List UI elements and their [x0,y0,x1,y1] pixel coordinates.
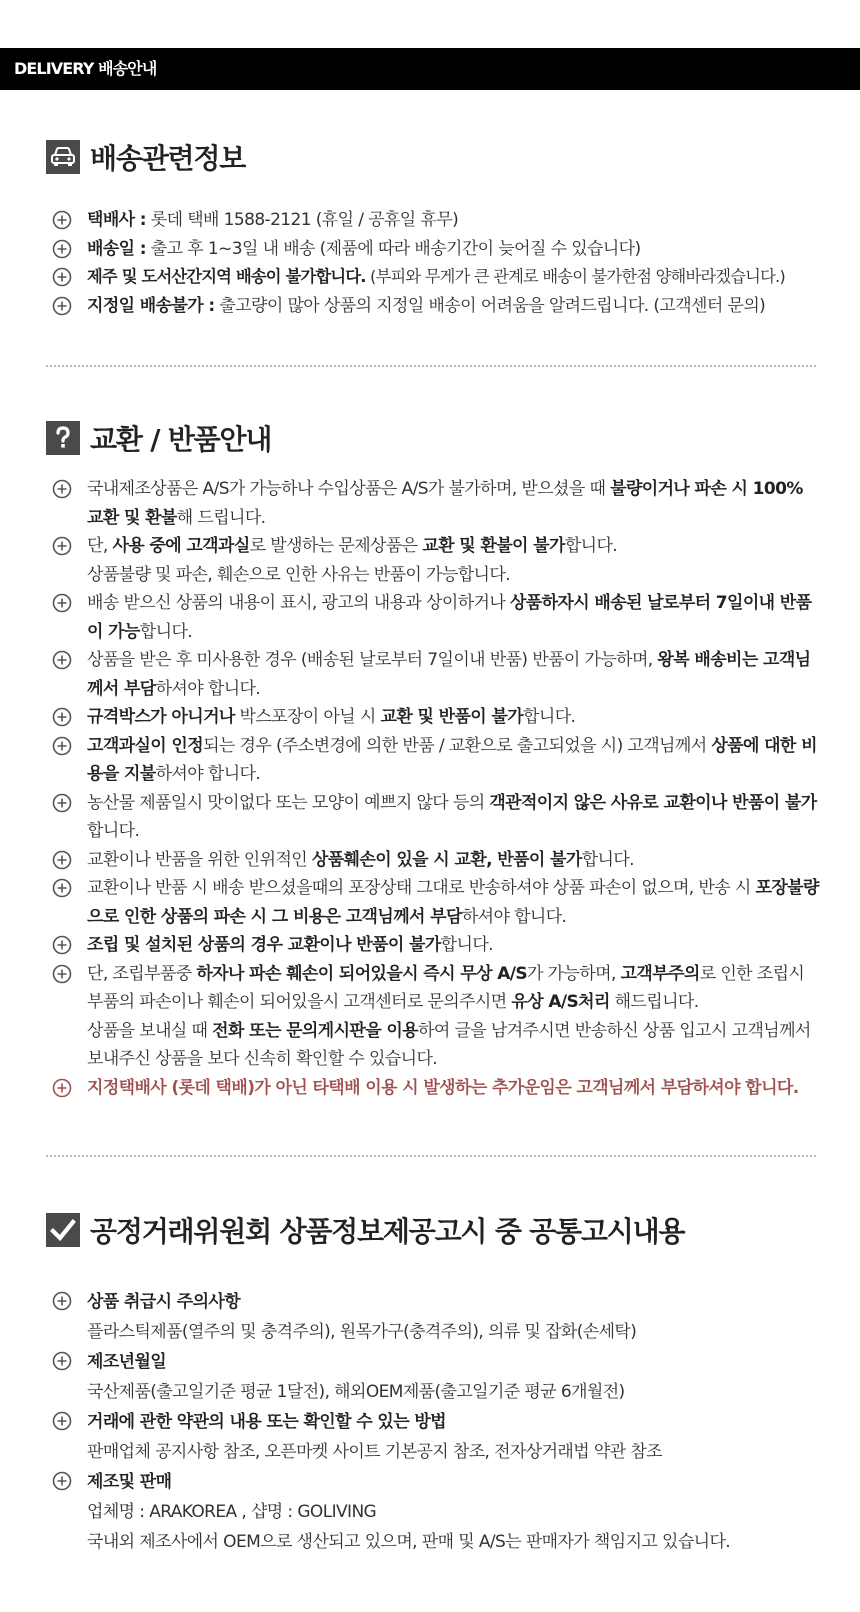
section-divider [46,1155,816,1157]
item-text: 로 발생하는 문제상품은 [249,536,423,556]
plus-circle-icon [52,707,72,727]
exchange-section-heading [46,420,271,456]
item-label: 택배사 : [87,210,146,230]
plus-circle-icon [52,536,72,556]
list-item [52,1467,822,1497]
item-emphasis: 고객부주의 [620,963,700,984]
question-icon [46,421,80,455]
notice-section-heading [46,1212,684,1248]
item-detail: 국내외 제조사에서 OEM으로 생산되고 있으며, 판매 및 A/S는 판매자가 책임지고 있습니다. [87,1532,731,1552]
list-item [52,206,822,235]
list-item [52,292,822,321]
list-item [52,874,822,931]
plus-circle-icon [52,964,72,984]
item-emphasis: 고객과실이 인정 [87,735,204,756]
item-heading: 제조년월일 [87,1352,167,1372]
list-item [52,1287,822,1317]
item-emphasis: 교환 및 환불이 불가 [422,536,565,556]
item-text: 해드립니다. [609,992,699,1012]
list-item [52,703,822,732]
item-text: 합니다. [440,935,493,955]
plus-circle-icon [52,239,72,259]
item-text: 배송 받으신 상품의 내용이 표시, 광고의 내용과 상이하거나 [87,593,510,613]
list-item [52,789,822,846]
plus-circle-icon [52,935,72,955]
list-item [52,846,822,875]
item-text: 국내제조상품은 A/S가 가능하나 수입상품은 A/S가 불가하며, 받으셨을 때 [87,479,611,499]
list-item [52,931,822,960]
item-emphasis: 유상 A/S처리 [511,992,610,1012]
plus-circle-icon [52,878,72,898]
item-text: 단, [87,536,113,556]
list-item [52,646,822,703]
item-text: 농산물 제품일시 맛이없다 또는 모양이 예쁘지 않다 등의 [87,792,490,813]
item-text: 하여 글을 남겨주시면 반송하신 상품 입고시 고객님께서 보내주신 상품을 보다 신속히 확인할 수 있습니다. [87,1020,811,1069]
list-item [52,960,822,1074]
item-text: 출고량이 많아 상품의 지정일 배송이 어려움을 알려드립니다. (고객센터 문의) [214,295,766,316]
item-detail: 국산제품(출고일기준 평균 1달전), 해외OEM제품(출고일기준 평균 6개월전) [87,1382,625,1402]
item-text: 합니다. [523,707,576,727]
list-item [52,475,822,532]
item-label: 지정일 배송불가 : [87,295,215,316]
plus-circle-icon [52,736,72,756]
list-item [52,263,822,292]
plus-circle-icon [52,479,72,499]
item-emphasis: 사용 중에 고객과실 [112,536,250,556]
plus-circle-icon [52,650,72,670]
item-emphasis: 상품에 대한 비용을 지불 [87,735,817,784]
item-text: 하셔야 합니다. [461,906,567,927]
plus-circle-icon [52,850,72,870]
item-text: 단, 조립부품중 [87,963,197,984]
item-text: 교환이나 반품 시 배송 받으셨을때의 포장상태 그대로 반송하셔야 상품 파손이 없으며, 반송 시 [87,878,756,898]
item-label: 배송일 : [87,238,146,259]
plus-circle-icon [52,1411,72,1431]
plus-circle-icon [52,296,72,316]
plus-circle-icon [52,1078,72,1098]
item-text: 상품을 보내실 때 [87,1020,213,1041]
item-detail: 플라스틱제품(열주의 및 충격주의), 원목가구(충격주의), 의류 및 잡화(손세탁) [87,1322,637,1342]
item-heading: 제조및 판매 [87,1472,172,1492]
item-heading: 상품 취급시 주의사항 [87,1292,241,1312]
delivery-section-heading [46,139,245,175]
item-emphasis: 하자나 파손 훼손이 되어있을시 즉시 무상 A/S [196,963,528,984]
item-text: 로 인한 조립시 부품의 파손이나 훼손이 되어있을시 고객센터로 문의주시면 [87,963,805,1012]
exchange-section-title: 교환 / 반품안내 [90,423,272,456]
item-text: 하셔야 합니다. [155,678,261,699]
header-title: DELIVERY 배송안내 [14,59,157,78]
list-item [52,732,822,789]
item-text: (부피와 무게가 큰 관계로 배송이 불가한점 양해바라겠습니다.) [365,267,785,286]
list-item-warning [52,1074,822,1103]
item-text: 합니다. [139,621,193,642]
delivery-header-bar [0,48,860,90]
item-detail: 업체명 : ARAKOREA , 샵명 : GOLIVING [87,1502,377,1522]
item-text: 출고 후 1~3일 내 배송 (제품에 따라 배송기간이 늦어질 수 있습니다) [145,238,641,259]
item-text: 교환이나 반품을 위한 인위적인 [87,849,312,870]
plus-circle-icon [52,210,72,230]
plus-circle-icon [52,1351,72,1371]
item-emphasis: 객관적이지 않은 사유로 교환이나 반품이 불가 [489,792,817,813]
item-heading: 거래에 관한 약관의 내용 또는 확인할 수 있는 방법 [87,1412,446,1432]
item-detail: 판매업체 공지사항 참조, 오픈마켓 사이트 기본공지 참조, 전자상거래법 약관 참조 [87,1442,662,1462]
section-divider [46,365,816,367]
warning-text: 지정택배사 (롯데 택배)가 아닌 타택배 이용 시 발생하는 추가운임은 고객님께서 부담하셔야 합니다. [87,1077,799,1098]
item-emphasis: 교환 및 반품이 불가 [380,707,524,727]
item-emphasis: 조립 및 설치된 상품의 경우 교환이나 반품이 불가 [87,935,441,955]
car-icon [46,140,80,174]
item-text: 상품을 받은 후 미사용한 경우 (배송된 날로부터 7일이내 반품) 반품이 가능하며, [87,650,658,670]
item-emphasis: 상품훼손이 있을 시 교환, 반품이 불가 [311,849,582,870]
item-text: 하셔야 합니다. [155,764,261,784]
list-item [52,1407,822,1437]
notice-info-list [52,1287,822,1557]
item-emphasis: 불량이거나 파손 시 100% 교환 및 환불 [87,479,803,528]
plus-circle-icon [52,1471,72,1491]
item-text: 합니다. [87,821,140,841]
item-text: 박스포장이 아닐 시 [234,707,381,727]
list-item [52,589,822,646]
delivery-section-title: 배송관련정보 [90,142,246,175]
delivery-info-list [52,206,822,320]
item-text: 합니다. [564,536,618,556]
item-emphasis: 왕복 배송비는 고객님께서 부담 [87,650,811,699]
item-continuation: 상품불량 및 파손, 훼손으로 인한 사유는 반품이 가능합니다. [87,564,510,585]
item-label: 제주 및 도서산간지역 배송이 불가합니다. [87,267,366,286]
list-item [52,235,822,264]
item-text: 해 드립니다. [176,507,266,528]
exchange-info-list [52,475,822,1102]
item-text: 롯데 택배 1588-2121 (휴일 / 공휴일 휴무) [145,210,459,230]
item-text: 가 가능하며, [527,963,621,984]
item-emphasis: 전화 또는 문의게시판을 이용 [212,1020,418,1041]
item-emphasis: 규격박스가 아니거나 [87,707,235,727]
plus-circle-icon [52,1291,72,1311]
plus-circle-icon [52,267,72,287]
item-emphasis: 포장불량으로 인한 상품의 파손 시 그 비용은 고객님께서 부담 [87,878,819,927]
plus-circle-icon [52,593,72,613]
list-item [52,532,822,589]
item-text: 합니다. [581,849,634,870]
check-icon [46,1213,80,1247]
item-text: 되는 경우 (주소변경에 의한 반품 / 교환으로 출고되었을 시) 고객님께서 [203,735,712,756]
item-emphasis: 상품하자시 배송된 날로부터 7일이내 반품이 가능 [87,593,812,642]
plus-circle-icon [52,793,72,813]
notice-section-title: 공정거래위원회 상품정보제공고시 중 공통고시내용 [90,1215,685,1248]
list-item [52,1347,822,1377]
